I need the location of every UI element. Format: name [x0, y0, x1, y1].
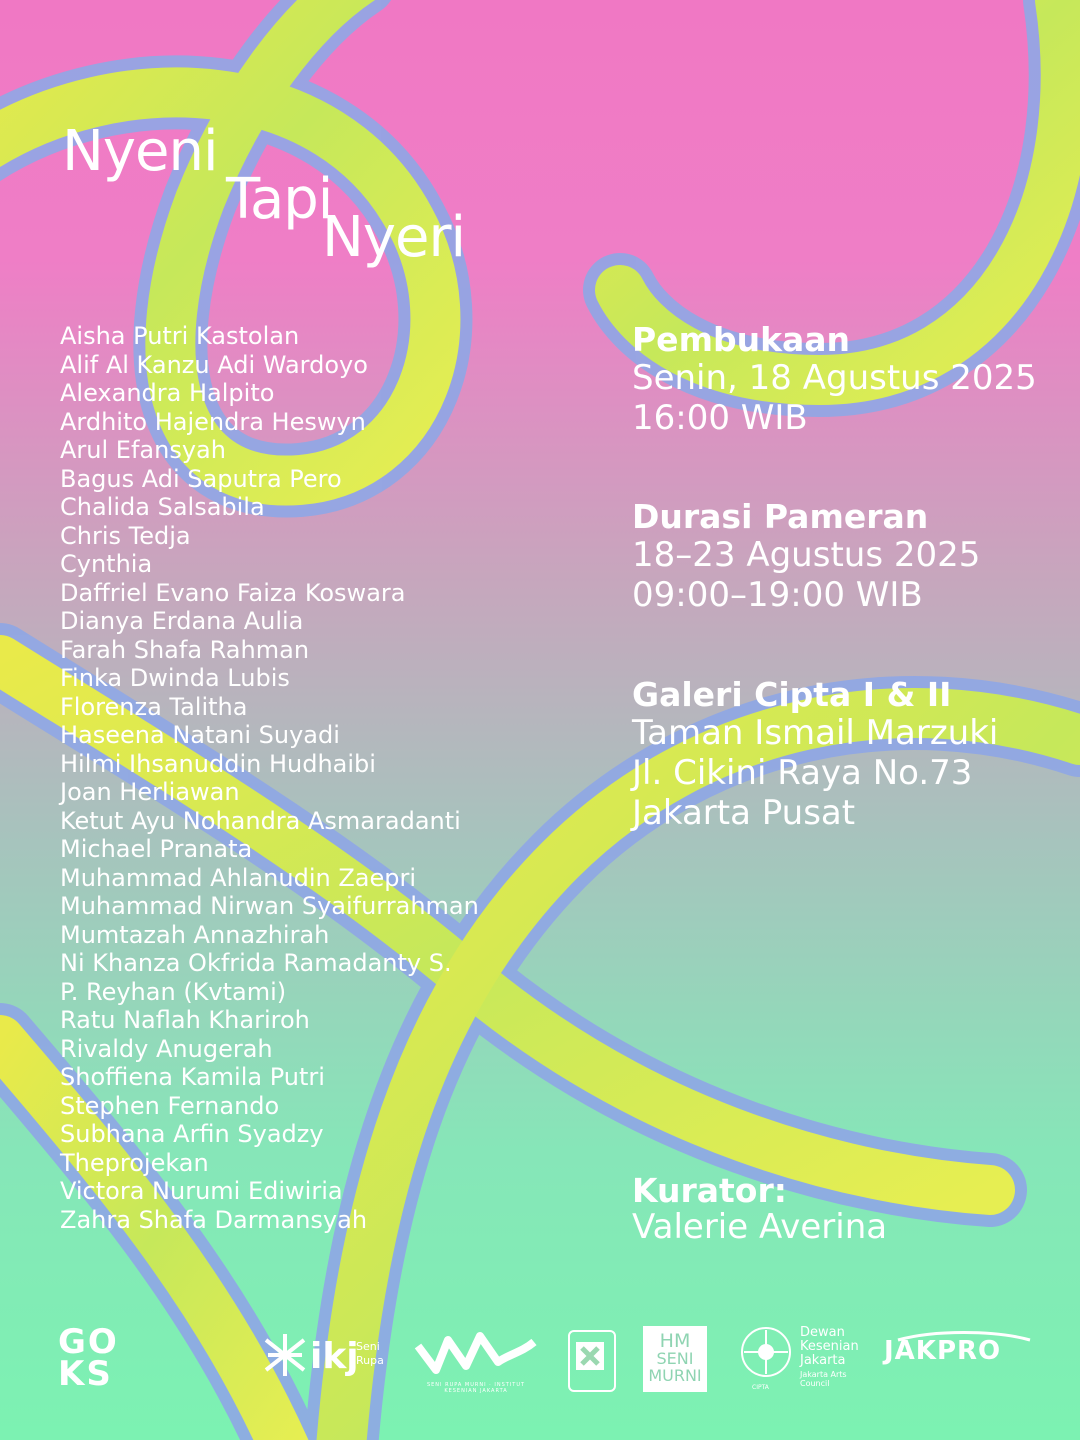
artist-name: Cynthia [60, 550, 153, 578]
artist-name: Joan Herliawan [60, 778, 240, 806]
ikj-emblem-icon [262, 1332, 308, 1378]
artist-name: Zahra Shafa Darmansyah [60, 1205, 368, 1234]
artist-name: Rivaldy Anugerah [60, 1034, 273, 1063]
artist-name: Hilmi Ihsanuddin Hudhaibi [60, 749, 376, 778]
artist-name: Muhammad Ahlanudin Zaepri [60, 863, 417, 892]
artist-name: Ratu Naflah Khariroh [60, 1006, 310, 1034]
senat-logo [568, 1330, 616, 1392]
curator-block [632, 1173, 1052, 1245]
ikj-logo: ikj Seni Rupa [262, 1332, 308, 1382]
artist-name: Chris Tedja [60, 521, 191, 550]
title-line-2: Tapi [226, 167, 333, 232]
artist-name: Farah Shafa Rahman [60, 635, 310, 664]
artist-name: Haseena Natani Suyadi [60, 721, 340, 749]
artist-name: Ni Khanza Okfrida Ramadanty S. [60, 949, 452, 977]
venue-line-2: Jl. Cikini Raya No.73 [632, 753, 973, 793]
artist-list [60, 322, 520, 1234]
artist-name: Mumtazah Annazhirah [60, 920, 330, 949]
artist-name: Victora Nurumi Ediwiria [60, 1177, 343, 1205]
hm-seni-murni-logo: HM SENI MURNI [643, 1326, 707, 1392]
cipta-emblem-icon [738, 1326, 794, 1382]
x-mark-icon [570, 1332, 610, 1386]
duration-heading: Durasi Pameran [632, 497, 929, 536]
artist-name: Aisha Putri Kastolan [60, 322, 300, 350]
artist-name: Finka Dwinda Lubis [60, 664, 290, 692]
artist-name: Subhana Arfin Syadzy [60, 1120, 324, 1148]
artist-name: Michael Pranata [60, 835, 253, 863]
artist-name: Shoffiena Kamila Putri [60, 1063, 325, 1091]
opening-time: 16:00 WIB [632, 398, 808, 438]
artist-name: Muhammad Nirwan Syaifurrahman [60, 892, 479, 920]
venue-line-3: Jakarta Pusat [632, 793, 856, 833]
venue-block [632, 677, 1052, 833]
title-line-1: Nyeni [62, 119, 218, 184]
exhibition-title [60, 110, 480, 280]
artist-name: Dianya Erdana Aulia [60, 607, 304, 635]
artist-name: Theprojekan [60, 1148, 209, 1177]
artist-name: Daffriel Evano Faiza Koswara [60, 578, 406, 607]
artist-name: Stephen Fernando [60, 1091, 280, 1120]
artist-name: Alif Al Kanzu Adi Wardoyo [60, 350, 368, 379]
artist-name: P. Reyhan (Kvtami) [60, 977, 287, 1006]
dkj-logo: CIPTA Dewan Kesenian Jakarta Jakarta Arts Council [738, 1326, 794, 1386]
duration-dates: 18–23 Agustus 2025 [632, 535, 981, 575]
venue-line-1: Taman Ismail Marzuki [632, 713, 999, 753]
jakpro-arc-icon [894, 1330, 1034, 1342]
duration-hours: 09:00–19:00 WIB [632, 575, 923, 615]
srm-wave-icon [414, 1326, 538, 1378]
curator-name: Valerie Averina [632, 1207, 888, 1247]
sponsor-logos [0, 1320, 1080, 1400]
opening-date: Senin, 18 Agustus 2025 [632, 358, 1037, 398]
duration-block [632, 499, 1052, 615]
jakpro-logo: JAKPRO [884, 1336, 1001, 1366]
artist-name: Bagus Adi Saputra Pero [60, 464, 342, 493]
seni-rupa-murni-logo: SENI RUPA MURNI · INSTITUT KESENIAN JAKARTA [414, 1326, 538, 1394]
opening-block [632, 322, 1052, 438]
curator-heading: Kurator: [632, 1171, 787, 1210]
artist-name: Ardhito Hajendra Heswyn [60, 407, 366, 436]
title-line-3: Nyeri [322, 205, 466, 270]
artist-name: Arul Efansyah [60, 436, 226, 464]
artist-name: Florenza Talitha [60, 692, 248, 721]
opening-heading: Pembukaan [632, 320, 851, 359]
artist-name: Alexandra Halpito [60, 379, 275, 407]
venue-heading: Galeri Cipta I & II [632, 675, 952, 714]
artist-name: Ketut Ayu Nohandra Asmaradanti [60, 806, 461, 835]
artist-name: Chalida Salsabila [60, 493, 265, 521]
goks-logo: GO KS [58, 1322, 119, 1394]
